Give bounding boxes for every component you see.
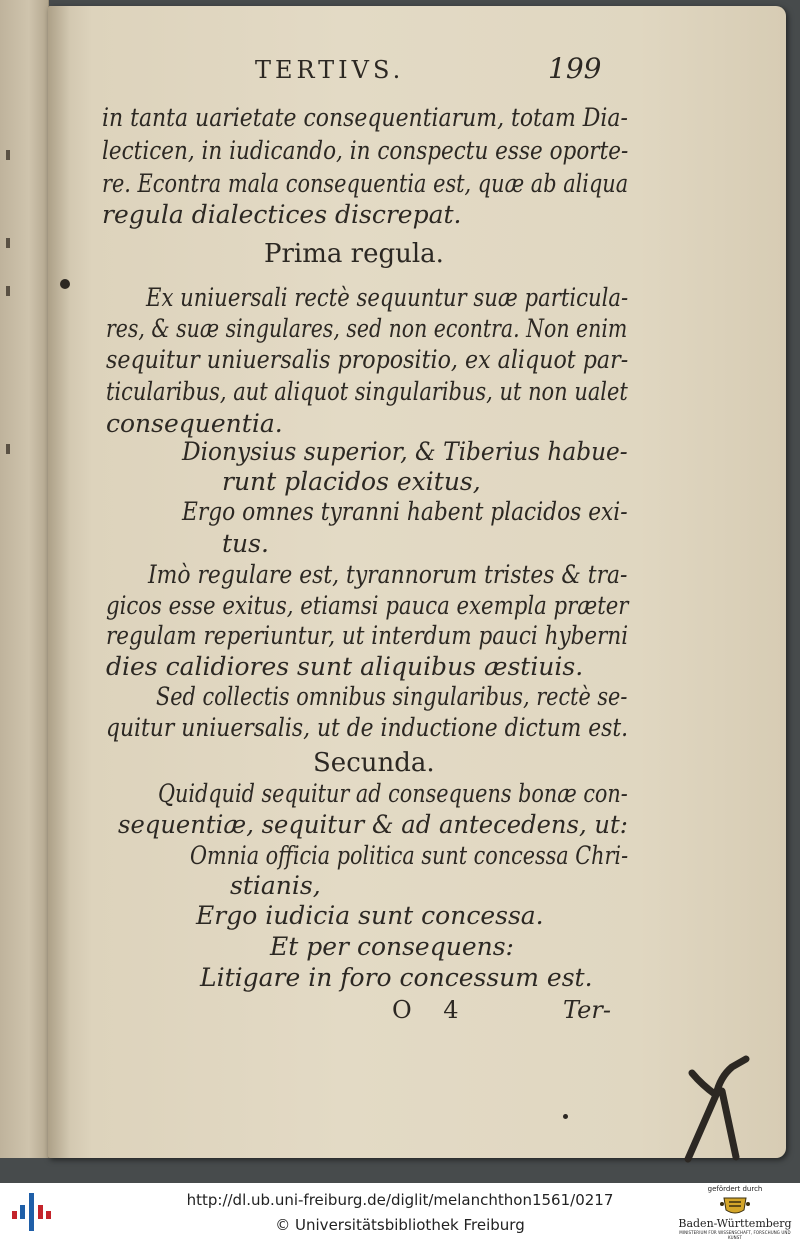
text-line: re. Econtra mala consequentia est, quæ ab aliqua <box>102 169 629 198</box>
ink-blot <box>60 279 70 289</box>
folio-number: 199 <box>548 52 602 85</box>
text-line: Imò regulare est, tyrannorum tristes & tra- <box>148 560 628 589</box>
handwritten-mark <box>680 1055 760 1165</box>
text-line: res, & suæ singulares, sed non econtra. Non enim <box>106 314 628 343</box>
text-line: regulam reperiuntur, ut interdum pauci hyberni <box>106 621 629 650</box>
funder-caption: gefördert durch <box>707 1185 763 1193</box>
page-edge-mark <box>6 286 10 296</box>
facing-page-edge <box>0 0 49 1158</box>
text-line: ticularibus, aut aliquot singularibus, ut non ualet <box>106 377 628 406</box>
page-edge-mark <box>6 150 10 160</box>
text-line: stianis, <box>230 871 321 900</box>
text-line: Dionysius superior, & Tiberius habue- <box>182 437 628 466</box>
text-line: tus. <box>222 529 269 558</box>
text-line: lecticen, in iudicando, in conspectu esse oporte- <box>102 136 629 165</box>
text-line: Ex uniuersali rectè sequuntur suæ particula- <box>146 283 629 312</box>
text-line: in tanta uarietate consequentiarum, totam Dia- <box>102 103 628 132</box>
section-heading: Secunda. <box>313 748 435 778</box>
text-line: Omnia officia politica sunt concessa Chri- <box>190 841 629 870</box>
running-head: TERTIVS. <box>255 56 405 84</box>
page-edge-mark <box>6 444 10 454</box>
text-line: runt placidos exitus, <box>222 467 481 496</box>
text-line: Quidquid sequitur ad consequens bonæ con- <box>158 779 628 808</box>
text-line: Ergo omnes tyranni habent placidos exi- <box>182 497 628 526</box>
funder-name: Baden-Württemberg <box>678 1217 792 1230</box>
catchword: Ter- <box>563 996 611 1024</box>
text-line: regula dialectices discrepat. <box>102 200 462 229</box>
copyright-notice: © Universitätsbibliothek Freiburg <box>275 1216 525 1234</box>
text-line: Sed collectis omnibus singularibus, rectè se- <box>156 682 628 711</box>
gutter-shadow <box>48 6 70 1158</box>
text-line: sequentiæ, sequitur & ad antecedens, ut: <box>118 810 628 839</box>
signature-mark: O 4 <box>392 996 471 1024</box>
page-edge-mark <box>6 238 10 248</box>
document-url[interactable]: http://dl.ub.uni-freiburg.de/diglit/melanchthon1561/0217 <box>186 1191 614 1209</box>
text-line: Litigare in foro concessum est. <box>200 963 593 992</box>
text-line: Ergo iudicia sunt concessa. <box>196 901 544 930</box>
funder-logo <box>676 1185 794 1239</box>
text-line: dies calidiores sunt aliquibus æstiuis. <box>106 652 584 681</box>
viewer-footer <box>0 1183 800 1241</box>
ink-blot <box>563 1114 568 1119</box>
coat-of-arms-icon <box>720 1194 750 1216</box>
text-line: sequitur uniuersalis propositio, ex aliquot par- <box>106 345 629 374</box>
text-line: gicos esse exitus, etiamsi pauca exempla præter <box>106 591 629 620</box>
funder-ministry: MINISTERIUM FÜR WISSENSCHAFT, FORSCHUNG UND KUNST <box>679 1230 791 1240</box>
section-heading: Prima regula. <box>264 239 444 269</box>
text-line: consequentia. <box>106 409 283 438</box>
text-line: quitur uniuersalis, ut de inductione dictum est. <box>106 713 629 742</box>
text-line: Et per consequens: <box>270 932 514 961</box>
